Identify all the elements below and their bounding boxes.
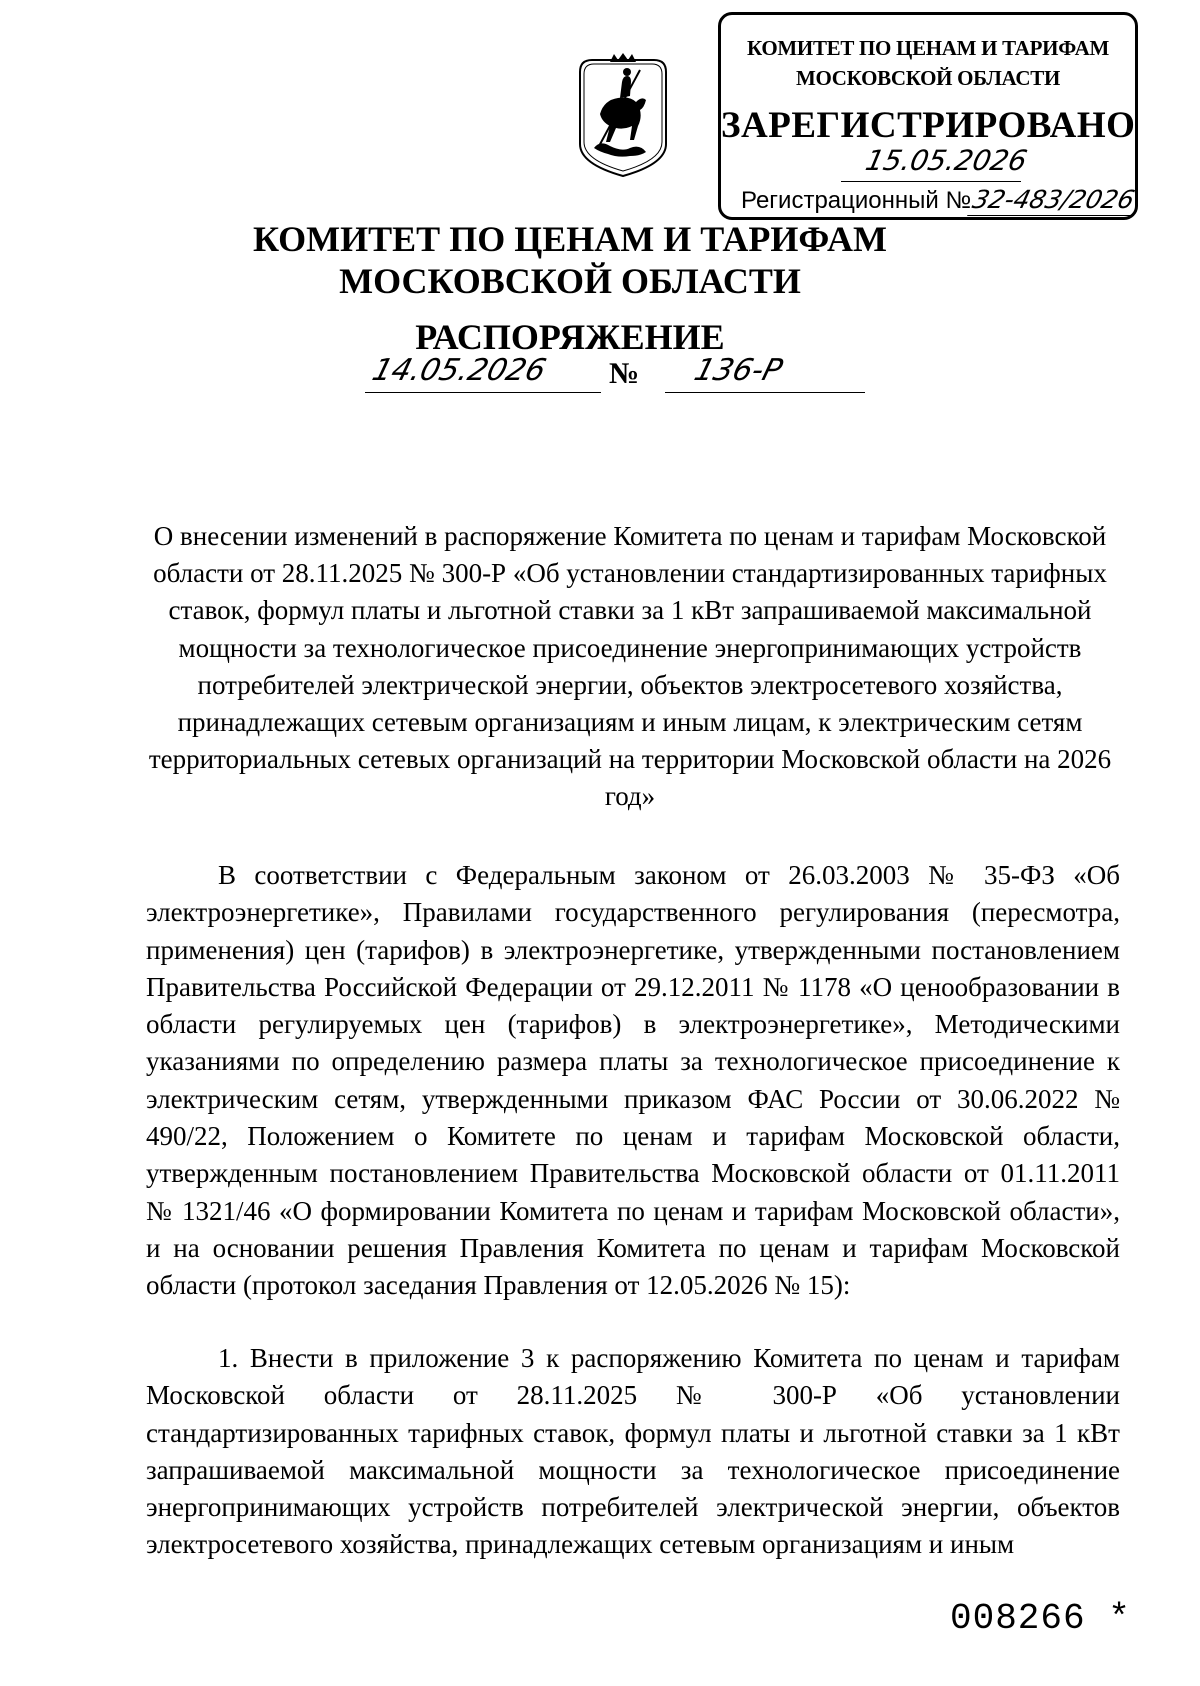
document-type-heading: РАСПОРЯЖЕНИЕ — [415, 317, 725, 357]
stamp-org-line2: МОСКОВСКОЙ ОБЛАСТИ — [796, 66, 1060, 90]
document-subject: О внесении изменений в распоряжение Комитета по ценам и тарифам Московской области от 28.11.2025 № 300-Р «Об установлении стандартизированных тарифных ставок, формул платы и льготной ставки за 1 кВт запрашиваемой максимальной мощности за технологическое присоединение энергопринимающих устройств потребителей электрической энергии, объектов электросетевого хозяйства, принадлежащих сетевым организациям и иным лицам, к электрическим сетям территориальных сетевых организаций на территории Московской области на 2026 год» — [148, 521, 1112, 812]
stamp-registration-number: 32-483/2026 — [967, 185, 1139, 216]
stamp-status: ЗАРЕГИСТРИРОВАНО — [721, 105, 1136, 146]
document-number-label: № — [609, 357, 640, 390]
org-title-line2: МОСКОВСКОЙ ОБЛАСТИ — [339, 261, 801, 301]
stamp-registration-line — [741, 185, 1136, 216]
body-paragraph-1: В соответствии с Федеральным законом от 26.03.2003 № 35-ФЗ «Об электроэнергетике», Правилами государственного регулирования (пересмотра, применения) цен (тарифов) в электроэнергетике, утвержденными постановлением Правительства Российской Федерации от 29.12.2011 № 1178 «О ценообразовании в области регулируемых цен (тарифов) в электроэнергетике», Методическими указаниями по определению размера платы за технологическое присоединение к электрическим сетям, утвержденными приказом ФАС России от 30.06.2022 № 490/22, Положением о Комитете по ценам и тарифам Московской области, утвержденным постановлением Правительства Московской области от 01.11.2011 № 1321/46 «О формировании Комитета по ценам и тарифам Московской области», и на основании решения Правления Комитета по ценам и тарифам Московской области (протокол заседания Правления от 12.05.2026 № 15): — [146, 860, 1120, 1301]
document-date: 14.05.2026 — [368, 353, 550, 388]
stamp-date-underline — [841, 181, 1021, 182]
registration-stamp — [718, 12, 1138, 220]
stamp-date: 15.05.2026 — [862, 144, 1030, 177]
org-title-line1: КОМИТЕТ ПО ЦЕНАМ И ТАРИФАМ — [252, 219, 888, 259]
stamp-org-line1: КОМИТЕТ ПО ЦЕНАМ И ТАРИФАМ — [746, 36, 1110, 60]
date-number-line — [365, 352, 865, 396]
page-code: 008266 * — [950, 1598, 1131, 1639]
document-number: 136-Р — [690, 353, 787, 388]
body-paragraph-2: 1. Внести в приложение 3 к распоряжению Комитета по ценам и тарифам Московской области от 28.11.2025 № 300-Р «Об установлении стандартизированных тарифных ставок, формул платы и льготной ставки за 1 кВт запрашиваемой максимальной мощности за технологическое присоединение энергопринимающих устройств потребителей электрической энергии, объектов электросетевого хозяйства, принадлежащих сетевым организациям и иным — [146, 1343, 1120, 1560]
stamp-registration-label: Регистрационный № — [741, 187, 972, 214]
moscow-region-coat-of-arms-icon — [570, 52, 676, 180]
document-date-field — [365, 352, 601, 393]
document-number-field — [665, 352, 865, 393]
